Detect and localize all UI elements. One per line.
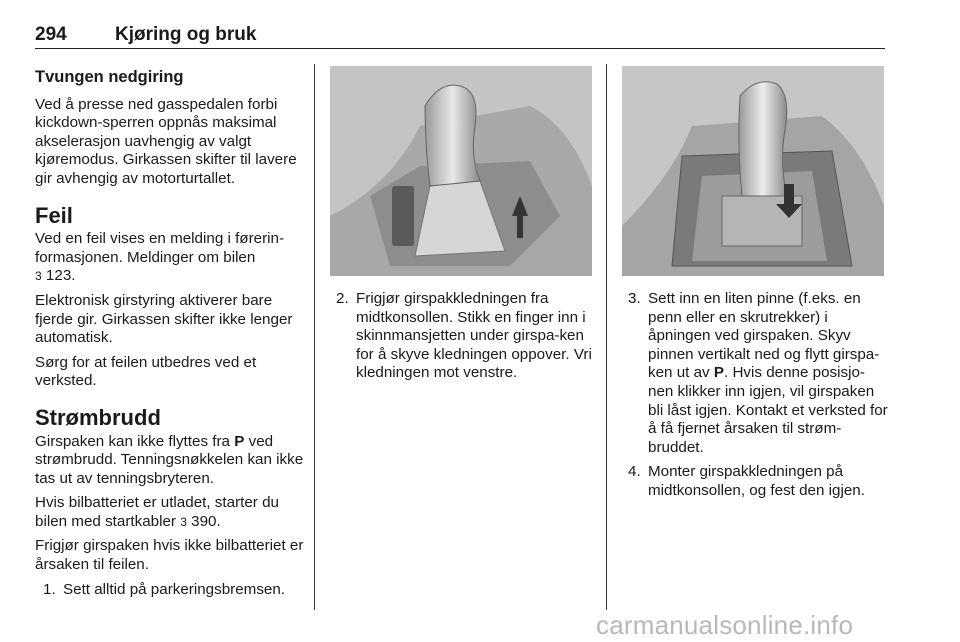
column-1 — [35, 68, 307, 605]
fault-page-reference[interactable]: 123. — [45, 267, 76, 285]
fault-text-1: Ved en feil vises en melding i førerin-formasjonen. Meldinger om bilen 3 123. — [35, 230, 285, 285]
pin-release-illustration — [622, 66, 884, 276]
column-3-text — [628, 290, 890, 507]
reference-arrow-icon: 3 — [35, 269, 42, 284]
forced-downshift-heading: Tvungen nedgiring — [35, 68, 184, 86]
column-2-text — [336, 290, 598, 389]
page-header — [35, 22, 885, 49]
fault-text-3: Sørg for at feilen utbedres ved et verksted. — [35, 353, 257, 390]
watermark: carmanualsonline.info — [596, 610, 854, 640]
steps-list-1 — [35, 581, 307, 600]
power-text-2: Hvis bilbatteriet er utladet, starter du bilen med startkabler 3 390. — [35, 494, 279, 530]
gear-lever-cover-illustration — [330, 66, 592, 276]
step-2: 2. Frigjør girspakkledningen fra midtkonsollen. Stikk en finger inn i skinnmansjetten under girspa-ken for å skyve kledningen oppover. Vri kledningen mot venstre. — [336, 290, 592, 382]
power-failure-heading: Strømbrudd — [35, 404, 161, 430]
fault-heading: Feil — [35, 202, 73, 228]
column-divider-1 — [314, 64, 315, 610]
forced-downshift-text: Ved å presse ned gasspedalen forbi kickdown-sperren oppnås maksimal akselerasjon uavhengig av valgt kjøremodus. Girkassen skifter til lavere gir avhengig av motorturtallet. — [35, 95, 297, 187]
step-1: 1. Sett alltid på parkeringsbremsen. — [43, 580, 286, 598]
power-page-reference[interactable]: 390. — [191, 512, 221, 530]
fault-text-2: Elektronisk girstyring aktiverer bare fjerde gir. Girkassen skifter ikke lenger automatisk. — [35, 291, 293, 347]
power-text-1: Girspaken kan ikke flyttes fra P ved strømbrudd. Tenningsnøkkelen kan ikke tas ut av tenningsbryteren. — [35, 432, 304, 487]
column-divider-2 — [606, 64, 607, 610]
chapter-title: Kjøring og bruk — [115, 24, 257, 45]
page-number: 294 — [35, 24, 67, 45]
step-4: 4. Monter girspakkledningen på midtkonsollen, og fest den igjen. — [628, 463, 865, 499]
step-3: 3. Sett inn en liten pinne (f.eks. en penn eller en skrutrekker) i åpningen ved girspaken. Skyv pinnen vertikalt ned og flytt girspa-ken ut av P. Hvis denne posisjo-nen klikker inn igjen, vil girspaken bli låst igjen. Kontakt et verksted for å få fjernet årsaken til strøm-bruddet. — [628, 290, 888, 456]
power-text-3: Frigjør girspaken hvis ikke bilbatteriet er årsaken til feilen. — [35, 537, 304, 574]
reference-arrow-icon: 3 — [180, 514, 187, 529]
